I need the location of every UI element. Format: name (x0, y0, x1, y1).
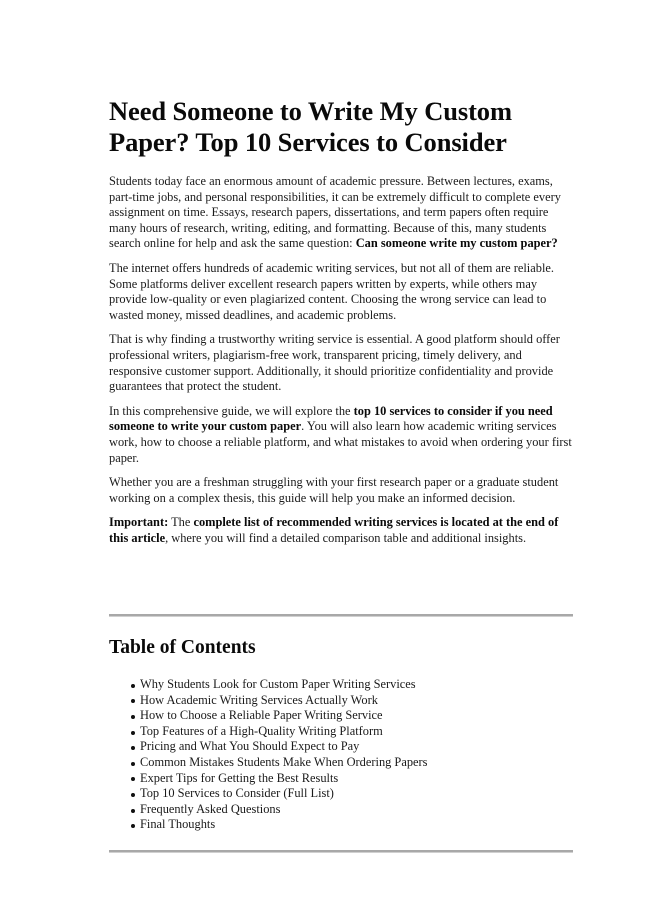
toc-item-label: How to Choose a Reliable Paper Writing Service (140, 708, 383, 723)
toc-item-label: Expert Tips for Getting the Best Results (140, 770, 339, 785)
toc-item[interactable] (131, 755, 427, 771)
bullet-icon (131, 746, 135, 750)
important-highlight: complete list of recommended writing services is located at the end of this article (109, 515, 559, 545)
toc-item-label: Final Thoughts (140, 817, 216, 832)
toc-item-label: Top 10 Services to Consider (Full List) (140, 786, 334, 801)
important-label: Important: (109, 515, 169, 530)
trustworthy-paragraph: That is why finding a trustworthy writing service is essential. A good platform should offer professional writers, plagiarism-free work, transparent pricing, timely delivery, and responsive customer support. Additionally, it should prioritize confidentiality and provide guarantees that protect the student. (109, 332, 560, 394)
toc-item-label: Why Students Look for Custom Paper Writing Services (140, 677, 416, 691)
intro-paragraph (109, 174, 574, 252)
toc-item[interactable] (131, 817, 427, 833)
important-text-post: , where you will find a detailed comparison table and additional insights. (165, 530, 527, 545)
bullet-icon (131, 731, 135, 735)
toc-heading: Table of Contents (109, 637, 256, 658)
guide-text-post: . You will also learn how academic writing services work, how to choose a reliable platform, and what mistakes to avoid when ordering your first paper. (109, 419, 572, 465)
important-note (109, 515, 574, 546)
guide-highlight: top 10 services to consider if you need someone to write your custom paper (109, 403, 553, 434)
divider-bottom (109, 850, 573, 853)
bullet-icon (131, 684, 135, 688)
toc-item-label: Common Mistakes Students Make When Ordering Papers (140, 754, 428, 769)
toc-item[interactable] (131, 724, 427, 740)
audience-paragraph: Whether you are a freshman struggling with your first research paper or a graduate student working on a complex thesis, this guide will help you make an informed decision. (109, 475, 559, 505)
intro-question: Can someone write my custom paper? (355, 236, 558, 251)
reliability-paragraph: The internet offers hundreds of academic writing services, but not all of them are reliable. Some platforms deliver excellent research papers written by experts, while others may provide low-quality or even plagiarized content. Choosing the wrong service can lead to wasted money, missed deadlines, and academic problems. (109, 260, 554, 322)
toc-item[interactable] (131, 802, 427, 818)
bullet-icon (131, 777, 135, 781)
toc-item[interactable] (131, 708, 427, 724)
toc-item[interactable] (131, 771, 427, 787)
toc-item-label: Pricing and What You Should Expect to Pay (140, 739, 360, 754)
toc-item-label: Frequently Asked Questions (140, 801, 281, 816)
toc-item-label: How Academic Writing Services Actually Work (140, 692, 378, 707)
toc-item[interactable] (131, 693, 427, 709)
bullet-icon (131, 809, 135, 813)
bullet-icon (131, 793, 135, 797)
toc-item[interactable] (131, 786, 427, 802)
toc-item-label: Top Features of a High-Quality Writing Platform (140, 723, 383, 738)
toc-item[interactable] (131, 739, 427, 755)
article-title: Need Someone to Write My Custom Paper? Top 10 Services to Consider (109, 96, 512, 157)
intro-text: Students today face an enormous amount of academic pressure. Between lectures, exams, part-time jobs, and personal responsibilities, it can be extremely difficult to complete every assignment on time. Essays, research papers, dissertations, and term papers often require many hours of research, writing, editing, and formatting. Because of this, many students search online for help and ask the same question: (109, 174, 561, 251)
bullet-icon (131, 762, 135, 766)
guide-text-pre: In this comprehensive guide, we will explore the (109, 403, 354, 418)
divider-top (109, 614, 573, 617)
toc-item[interactable] (131, 677, 427, 693)
toc-list (131, 677, 427, 833)
bullet-icon (131, 715, 135, 719)
bullet-icon (131, 824, 135, 828)
important-text-mid: The (168, 515, 194, 530)
guide-paragraph (109, 404, 574, 466)
article-body (109, 96, 574, 546)
bullet-icon (131, 699, 135, 703)
